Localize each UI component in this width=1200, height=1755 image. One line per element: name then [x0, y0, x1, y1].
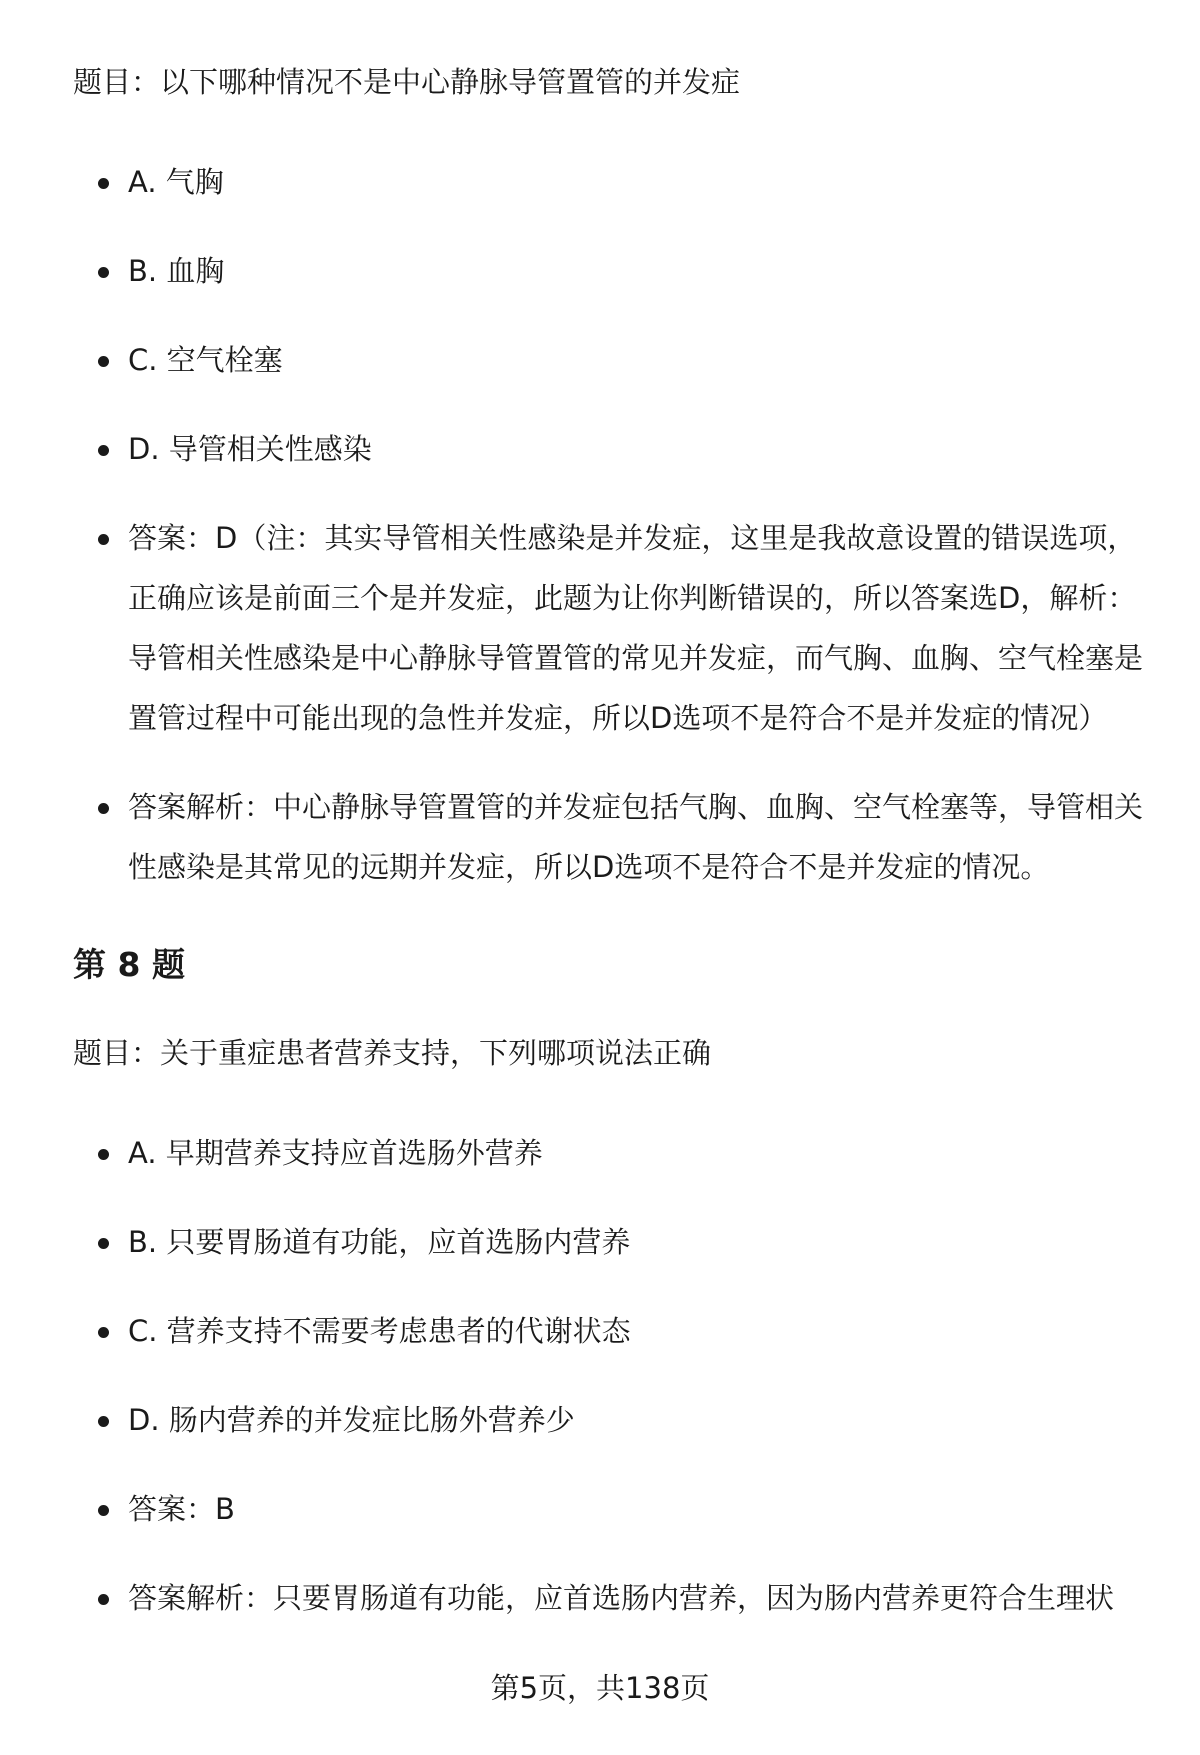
page-number-footer: 第5页，共138页 — [490, 1671, 710, 1705]
bullet-icon — [98, 1416, 109, 1427]
explanation-text: 答案解析：中心静脉导管置管的并发症包括气胸、血胸、空气栓塞等，导管相关性感染是其常见的远期并发症，所以D选项不是符合不是并发症的情况。 — [128, 790, 1144, 884]
bullet-icon — [98, 445, 109, 456]
question-7-list — [73, 152, 1143, 897]
bullet-icon — [98, 1594, 109, 1605]
question-8-option-c — [73, 1301, 1143, 1361]
option-text: B. 血胸 — [128, 254, 225, 288]
answer-text: 答案：B — [128, 1492, 235, 1526]
option-text: A. 气胸 — [128, 165, 224, 199]
bullet-icon — [98, 356, 109, 367]
bullet-icon — [98, 1238, 109, 1249]
question-7-answer — [73, 508, 1143, 748]
explanation-text: 答案解析：只要胃肠道有功能，应首选肠内营养，因为肠内营养更符合生理状 — [128, 1581, 1115, 1615]
bullet-icon — [98, 534, 109, 545]
bullet-icon — [98, 1505, 109, 1516]
document-content — [73, 62, 1143, 1657]
bullet-icon — [98, 267, 109, 278]
bullet-icon — [98, 803, 109, 814]
answer-text: 答案：D（注：其实导管相关性感染是并发症，这里是我故意设置的错误选项，正确应该是前面三个是并发症，此题为让你判断错误的，所以答案选D，解析：导管相关性感染是中心静脉导管置管的常见并发症，而气胸、血胸、空气栓塞是置管过程中可能出现的急性并发症，所以D选项不是符合不是并发症的情况） — [128, 521, 1144, 735]
bullet-icon — [98, 178, 109, 189]
question-7-explanation — [73, 777, 1143, 897]
question-8-option-b — [73, 1212, 1143, 1272]
question-8-option-d — [73, 1390, 1143, 1450]
question-7-option-d — [73, 419, 1143, 479]
bullet-icon — [98, 1149, 109, 1160]
question-7-option-b — [73, 241, 1143, 301]
option-text: D. 导管相关性感染 — [128, 432, 372, 466]
question-8-heading: 第 8 题 — [73, 945, 185, 984]
question-7-prompt: 题目：以下哪种情况不是中心静脉导管置管的并发症 — [73, 65, 741, 99]
question-8-option-a — [73, 1123, 1143, 1183]
question-8-prompt: 题目：关于重症患者营养支持，下列哪项说法正确 — [73, 1036, 712, 1070]
option-text: D. 肠内营养的并发症比肠外营养少 — [128, 1403, 575, 1437]
bullet-icon — [98, 1327, 109, 1338]
question-8-answer — [73, 1479, 1143, 1539]
question-7-option-c — [73, 330, 1143, 390]
option-text: C. 空气栓塞 — [128, 343, 283, 377]
question-7-option-a — [73, 152, 1143, 212]
option-text: C. 营养支持不需要考虑患者的代谢状态 — [128, 1314, 631, 1348]
question-8-list — [73, 1123, 1143, 1628]
question-8-explanation — [73, 1568, 1143, 1628]
option-text: A. 早期营养支持应首选肠外营养 — [128, 1136, 543, 1170]
option-text: B. 只要胃肠道有功能，应首选肠内营养 — [128, 1225, 631, 1259]
